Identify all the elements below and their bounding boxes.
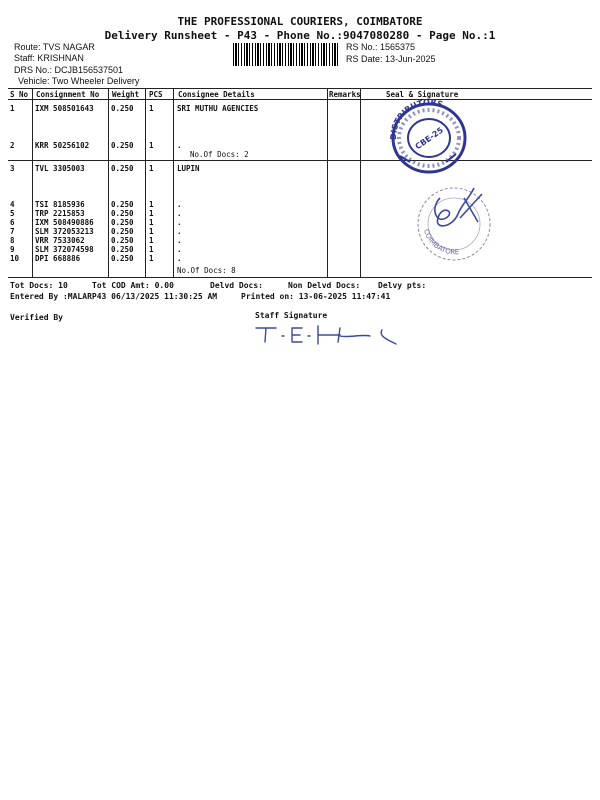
col-divider-3 bbox=[145, 88, 146, 277]
row-consignment: VRR 7533062 bbox=[35, 236, 85, 245]
row-weight: 0.250 bbox=[111, 245, 134, 254]
row-pcs: 1 bbox=[149, 141, 154, 150]
row-consignment: SLM 372074598 bbox=[35, 245, 94, 254]
route-label: Route: TVS NAGAR bbox=[14, 42, 95, 52]
row-consignee: . bbox=[177, 254, 182, 263]
non-delivered-docs: Non Delvd Docs: bbox=[288, 281, 361, 290]
row-sno: 3 bbox=[10, 164, 15, 173]
printed-on: Printed on: 13-06-2025 11:47:41 bbox=[241, 292, 391, 301]
total-cod-amount: Tot COD Amt: 0.00 bbox=[92, 281, 174, 290]
drs-number: DRS No.: DCJB156537501 bbox=[14, 65, 124, 75]
row-pcs: 1 bbox=[149, 254, 154, 263]
row-sno: 5 bbox=[10, 209, 15, 218]
header-weight: Weight bbox=[112, 90, 140, 99]
row-pcs: 1 bbox=[149, 104, 154, 113]
row-sno: 1 bbox=[10, 104, 15, 113]
row-weight: 0.250 bbox=[111, 164, 134, 173]
svg-text:COIMBATORE bbox=[422, 228, 459, 256]
seal-center-text: CBE-25 bbox=[413, 125, 445, 152]
row-sno: 10 bbox=[10, 254, 20, 263]
table-top-border bbox=[8, 88, 592, 89]
row-pcs: 1 bbox=[149, 209, 154, 218]
runsheet-subtitle: Delivery Runsheet - P43 - Phone No.:9047080280 - Page No.:1 bbox=[104, 29, 496, 42]
row-sno: 6 bbox=[10, 218, 15, 227]
rs-number: RS No.: 1565375 bbox=[346, 42, 416, 52]
row-sno: 9 bbox=[10, 245, 15, 254]
coimbatore-seal-stamp bbox=[412, 178, 496, 264]
row-consignment: KRR 50256102 bbox=[35, 141, 90, 150]
row-pcs: 1 bbox=[149, 200, 154, 209]
row-consignee: . bbox=[177, 141, 182, 150]
barcode bbox=[233, 43, 339, 66]
delivered-docs: Delvd Docs: bbox=[210, 281, 263, 290]
col-divider-6 bbox=[360, 88, 361, 277]
entered-by: Entered By :MALARP43 06/13/2025 11:30:25 AM bbox=[10, 292, 218, 301]
row-weight: 0.250 bbox=[111, 218, 134, 227]
seal-top-text: DISTRIBUTORS bbox=[388, 97, 444, 141]
total-docs: Tot Docs: 10 bbox=[10, 281, 68, 290]
row-weight: 0.250 bbox=[111, 104, 134, 113]
header-sno: S No bbox=[10, 90, 29, 99]
row-weight: 0.250 bbox=[111, 227, 134, 236]
table-header-border bbox=[8, 99, 592, 100]
staff-signature-mark bbox=[252, 322, 402, 350]
row-consignee: . bbox=[177, 227, 182, 236]
row-pcs: 1 bbox=[149, 218, 154, 227]
row-weight: 0.250 bbox=[111, 200, 134, 209]
row-consignment: SLM 372053213 bbox=[35, 227, 94, 236]
col-divider-4 bbox=[173, 88, 174, 277]
row-sno: 2 bbox=[10, 141, 15, 150]
row-consignment: TSI 8185936 bbox=[35, 200, 85, 209]
row-pcs: 1 bbox=[149, 164, 154, 173]
row-weight: 0.250 bbox=[111, 236, 134, 245]
group1-docs-count: No.Of Docs: 2 bbox=[190, 150, 249, 159]
table-bottom-border bbox=[8, 277, 592, 278]
row-consignee: LUPIN bbox=[177, 164, 200, 173]
vehicle-label: Vehicle: Two Wheeler Delivery bbox=[18, 76, 140, 86]
row-consignee: . bbox=[177, 245, 182, 254]
row-sno: 4 bbox=[10, 200, 15, 209]
row-consignment: TRP 2215853 bbox=[35, 209, 85, 218]
row-sno: 8 bbox=[10, 236, 15, 245]
company-title: THE PROFESSIONAL COURIERS, COIMBATORE bbox=[177, 15, 423, 28]
row-pcs: 1 bbox=[149, 227, 154, 236]
row-weight: 0.250 bbox=[111, 209, 134, 218]
row-pcs: 1 bbox=[149, 245, 154, 254]
header-consignment: Consignment No bbox=[36, 90, 100, 99]
group-divider bbox=[8, 160, 592, 161]
header-remarks: Remarks bbox=[329, 90, 361, 99]
staff-label: Staff: KRISHNAN bbox=[14, 53, 84, 63]
col-divider-5 bbox=[327, 88, 328, 277]
row-weight: 0.250 bbox=[111, 254, 134, 263]
row-sno: 7 bbox=[10, 227, 15, 236]
row-consignment: TVL 3305003 bbox=[35, 164, 85, 173]
row-consignee: . bbox=[177, 218, 182, 227]
staff-signature-label: Staff Signature bbox=[255, 311, 328, 320]
row-pcs: 1 bbox=[149, 236, 154, 245]
row-consignment: IXM 508490886 bbox=[35, 218, 94, 227]
row-consignee: . bbox=[177, 200, 182, 209]
row-weight: 0.250 bbox=[111, 141, 134, 150]
col-divider-2 bbox=[108, 88, 109, 277]
delivery-points: Delvy pts: bbox=[378, 281, 427, 290]
group2-docs-count: No.Of Docs: 8 bbox=[177, 266, 236, 275]
rs-date: RS Date: 13-Jun-2025 bbox=[346, 54, 436, 64]
col-divider-1 bbox=[32, 88, 33, 277]
distributor-seal-stamp bbox=[386, 96, 472, 176]
header-consignee: Consignee Details bbox=[178, 90, 255, 99]
row-consignee: . bbox=[177, 209, 182, 218]
seal-bottom-text: COIMBATORE bbox=[421, 228, 460, 257]
row-consignee: . bbox=[177, 236, 182, 245]
row-consignment: DPI 668886 bbox=[35, 254, 81, 263]
row-consignment: IXM 508501643 bbox=[35, 104, 94, 113]
row-consignee: SRI MUTHU AGENCIES bbox=[177, 104, 259, 113]
header-seal-signature: Seal & Signature bbox=[386, 90, 459, 99]
verified-by-label: Verified By bbox=[10, 313, 63, 322]
header-pcs: PCS bbox=[149, 90, 163, 99]
